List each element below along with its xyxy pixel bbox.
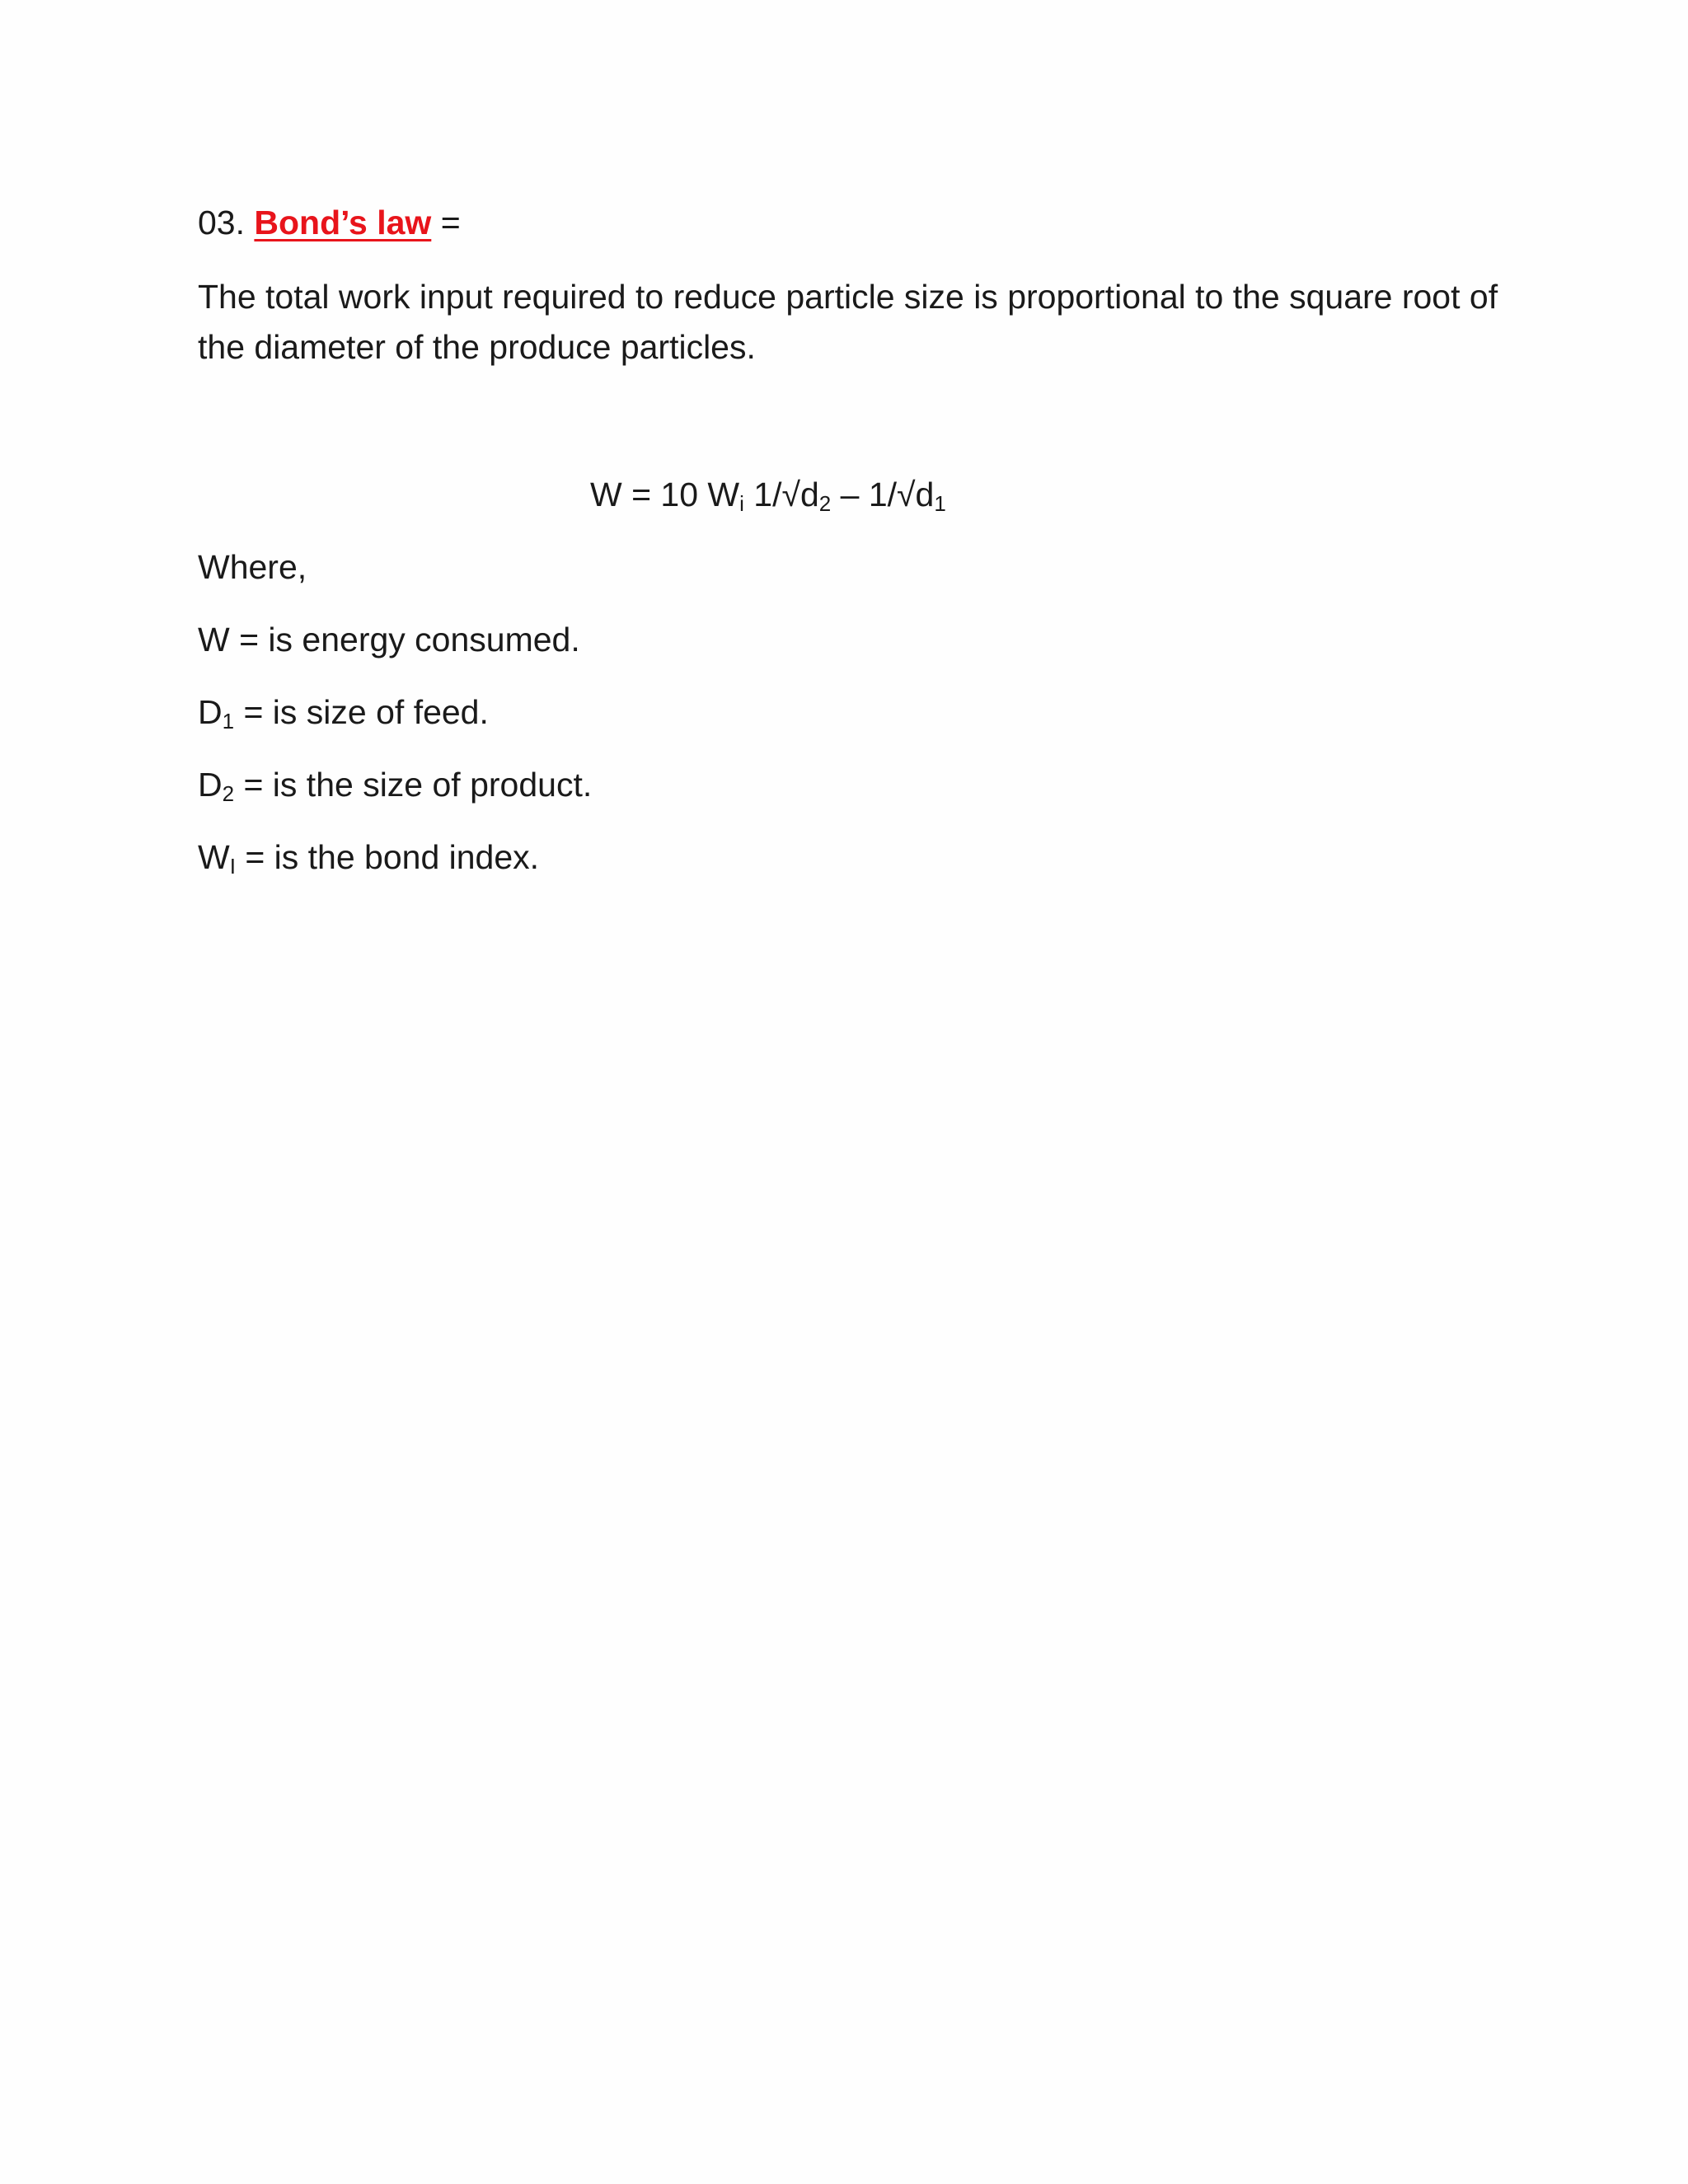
definition-item <box>198 687 489 737</box>
definition-text: = is the bond index. <box>235 838 540 876</box>
definition-item <box>198 615 580 664</box>
definition-item <box>198 832 539 882</box>
definition-text: = is size of feed. <box>234 693 489 731</box>
definition-subscript: 2 <box>222 781 235 806</box>
formula-sub-2: 2 <box>818 491 832 516</box>
heading-equals: = <box>440 204 461 241</box>
definition-symbol: D <box>198 766 223 804</box>
formula-sub-1: 1 <box>934 491 946 516</box>
where-label: Where, <box>198 548 307 586</box>
formula-part-a: 1/√d <box>743 476 819 513</box>
definition-symbol: D <box>198 693 223 731</box>
definition-symbol: W <box>198 621 230 658</box>
definition-subscript: 1 <box>222 709 235 733</box>
law-title: Bond’s law <box>254 204 432 241</box>
definition-symbol: W <box>198 838 230 876</box>
section-number: 03. <box>198 204 245 241</box>
law-description: The total work input required to reduce particle size is proportional to the square root of the diameter of the produce particles. <box>198 278 1498 366</box>
formula-part-b: – 1/√d <box>831 476 935 513</box>
definition-subscript: I <box>229 854 236 879</box>
bond-formula <box>590 470 946 519</box>
section-heading <box>198 198 461 247</box>
formula-sub-i: i <box>739 491 744 516</box>
definition-text: = is energy consumed. <box>229 621 580 658</box>
definition-item <box>198 760 592 809</box>
formula-lhs: W = 10 W <box>590 476 740 513</box>
definition-text: = is the size of product. <box>234 766 593 804</box>
